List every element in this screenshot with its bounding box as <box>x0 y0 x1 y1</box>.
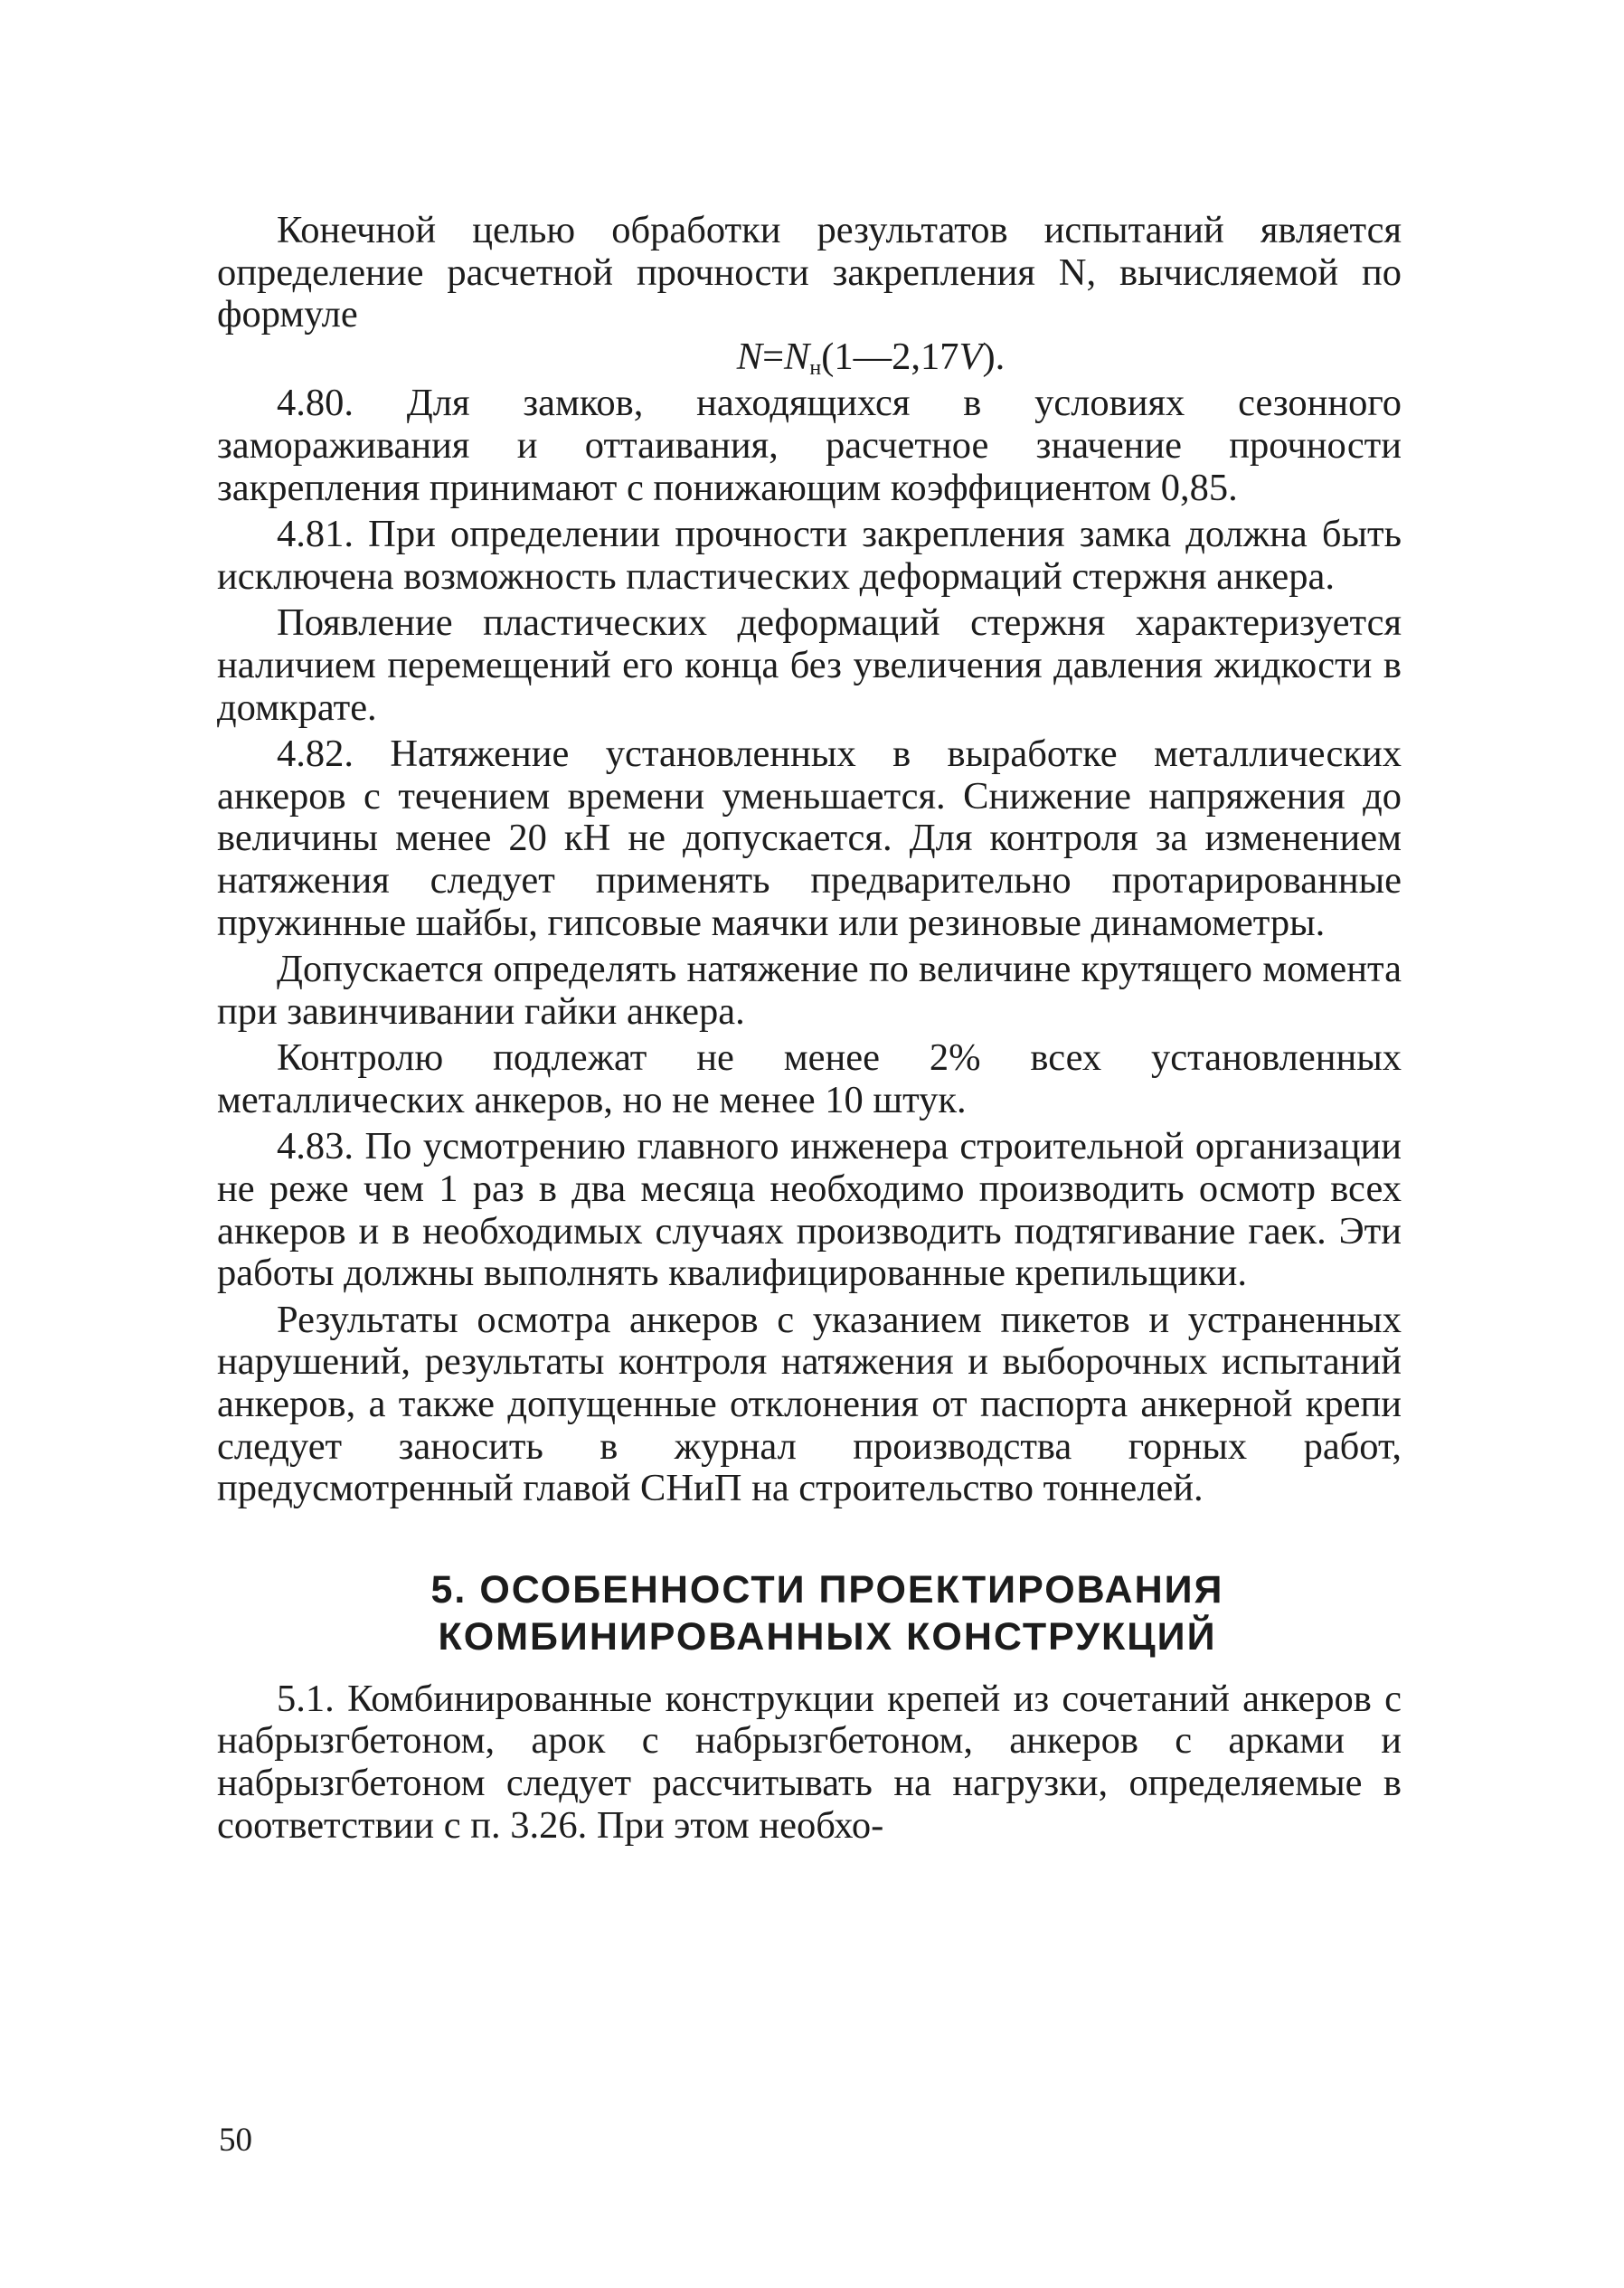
page-number: 50 <box>219 2122 252 2159</box>
body-text <box>217 210 1402 1847</box>
paragraph-5-1: 5.1. Комбинированные конструкции крепей из сочетаний анкеров с набрызгбетоном, арок с набрызгбетоном, анкеров с арками и набрызгбетоном следует рассчитывать на нагрузки, определяемые в соответствии с п. 3.26. При этом необхо- <box>217 1677 1402 1847</box>
paragraph-4-83: 4.83. По усмотрению главного инженера строительной организации не реже чем 1 раз в два месяца необходимо производить осмотр всех анкеров и в необходимых случаях производить подтягивание гаек. Эти работы должны выполнять квалифицированные крепильщики. <box>217 1125 1402 1295</box>
section-heading-line-1: 5. ОСОБЕННОСТИ ПРОЕКТИРОВАНИЯ <box>430 1567 1224 1612</box>
paragraph-4-82-control: Контролю подлежат не менее 2% всех установленных металлических анкеров, но не менее 10 штук. <box>217 1036 1402 1121</box>
section-heading <box>217 1566 1402 1660</box>
paragraph-4-82-torque: Допускается определять натяжение по величине крутящего момента при завинчивании гайки анкера. <box>217 948 1402 1033</box>
paragraph-intro: Конечной целью обработки результатов испытаний является определение расчетной прочности закрепления N, вычисляемой по формуле <box>217 209 1402 336</box>
paragraph-4-81-continued: Появление пластических деформаций стержня характеризуется наличием перемещений его конца без увеличения давления жидкости в домкрате. <box>217 601 1402 729</box>
formula-n-result: N <box>736 335 763 378</box>
paragraph-4-82: 4.82. Натяжение установленных в выработке металлических анкеров с течением времени уменьшается. Снижение напряжения до величины менее 20 кН не допускается. Для контроля за изменением натяжения следует применять предварительно протарированные пружинные шайбы, гипсовые маячки или резиновые динамометры. <box>217 733 1402 944</box>
formula-coefficient: (1—2,17 <box>821 335 959 378</box>
paragraph-4-83-results: Результаты осмотра анкеров с указанием пикетов и устраненных нарушений, результаты контроля натяжения и выборочных испытаний анкеров, а также допущенные отклонения от паспорта анкерной крепи следует заносить в журнал производства горных работ, предусмотренный главой СНиП на строительство тоннелей. <box>217 1298 1402 1510</box>
section-heading-line-2: КОМБИНИРОВАННЫХ КОНСТРУКЦИЙ <box>438 1614 1217 1659</box>
formula-n-normative: N <box>784 335 810 378</box>
formula-equals: = <box>762 335 785 378</box>
formula <box>217 336 1402 379</box>
formula-v: V <box>958 335 983 378</box>
formula-end: ). <box>982 335 1006 378</box>
formula-subscript: н <box>809 355 822 380</box>
paragraph-4-80: 4.80. Для замков, находящихся в условиях сезонного замораживания и оттаивания, расчетное значение прочности закрепления принимают с понижающим коэффициентом 0,85. <box>217 382 1402 509</box>
paragraph-4-81: 4.81. При определении прочности закрепления замка должна быть исключена возможность пластических деформаций стержня анкера. <box>217 513 1402 598</box>
